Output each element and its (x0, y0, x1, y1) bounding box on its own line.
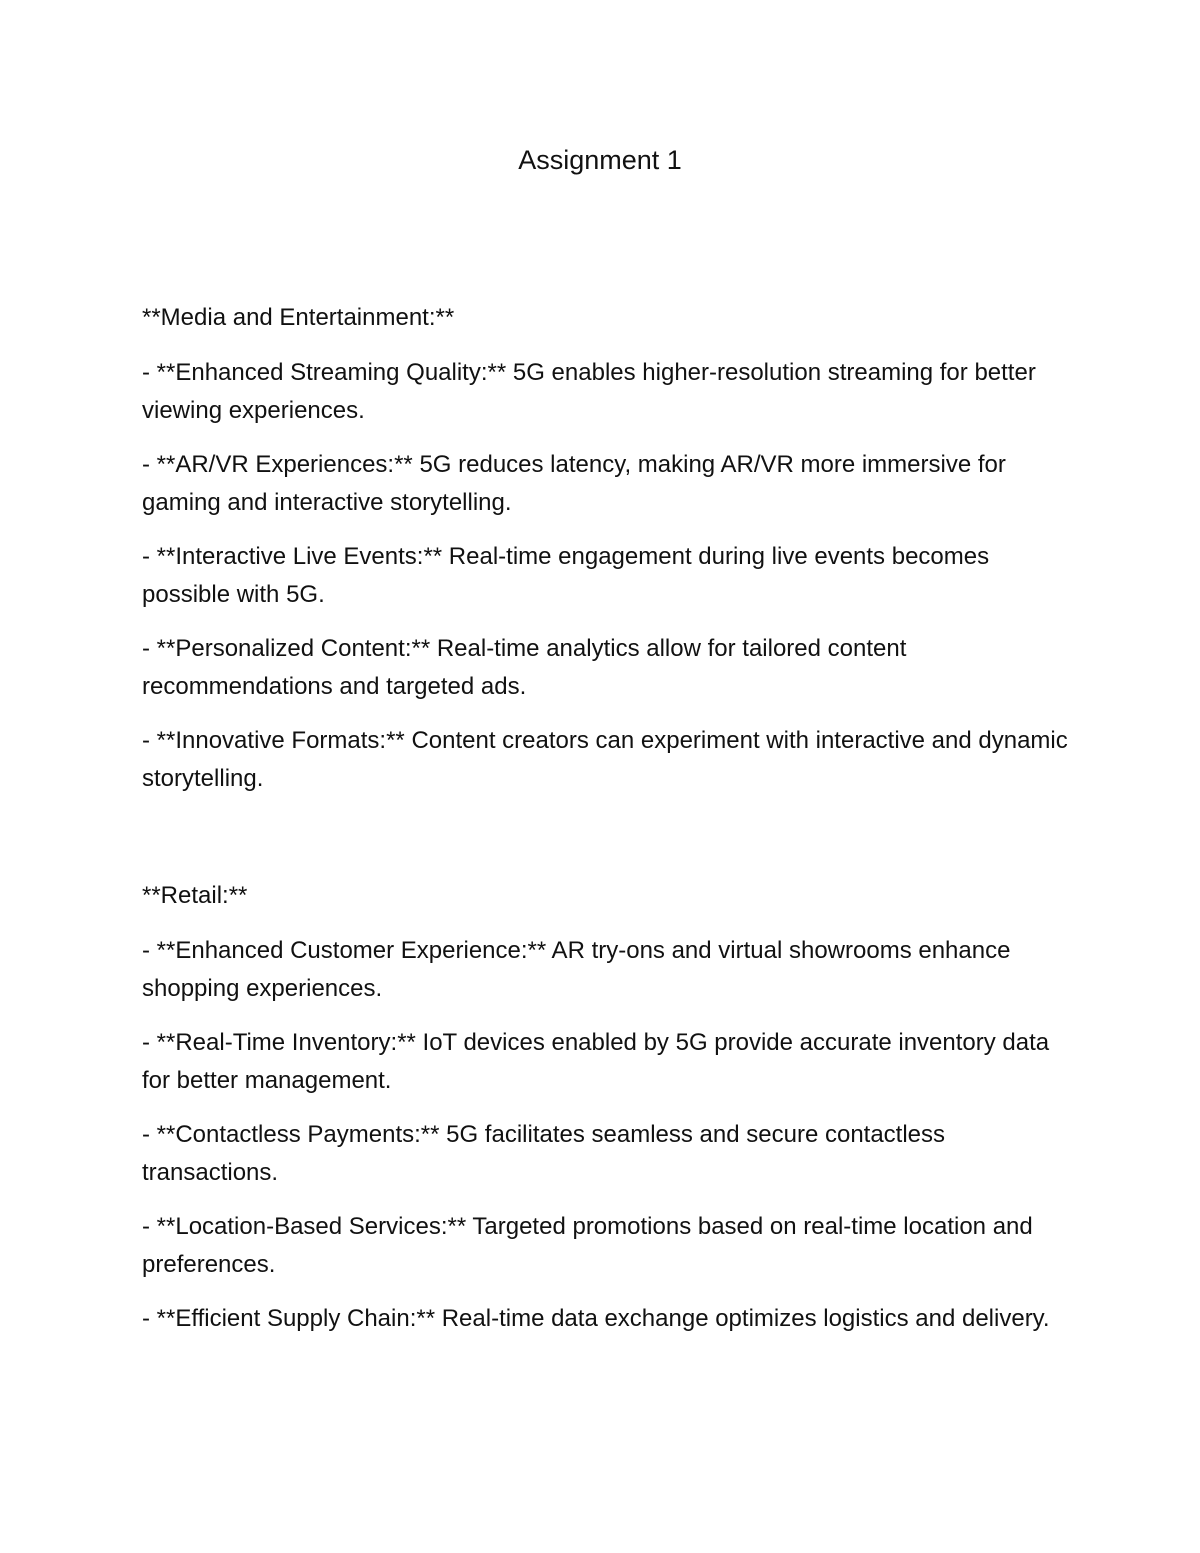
list-item: - **Efficient Supply Chain:** Real-time data exchange optimizes logistics and delivery. (142, 1305, 1050, 1332)
list-item: - **AR/VR Experiences:** 5G reduces latency, making AR/VR more immersive for gaming and interactive storytelling. (142, 451, 1006, 516)
list-item: - **Interactive Live Events:** Real-time engagement during live events becomes possible with 5G. (142, 543, 990, 608)
list-item: - **Contactless Payments:** 5G facilitates seamless and secure contactless transactions. (142, 1121, 946, 1186)
list-item: - **Location-Based Services:** Targeted promotions based on real-time location and preferences. (142, 1213, 1033, 1278)
list-item: - **Enhanced Streaming Quality:** 5G enables higher-resolution streaming for better viewing experiences. (142, 359, 1036, 424)
section-media-and-entertainment (142, 298, 1072, 814)
list-item: - **Personalized Content:** Real-time analytics allow for tailored content recommendations and targeted ads. (142, 635, 907, 700)
list-item: - **Enhanced Customer Experience:** AR try-ons and virtual showrooms enhance shopping experiences. (142, 937, 1011, 1002)
section-heading: **Retail:** (142, 882, 248, 909)
section-heading: **Media and Entertainment:** (142, 304, 455, 331)
page-title: Assignment 1 (518, 145, 682, 175)
list-item: - **Innovative Formats:** Content creators can experiment with interactive and dynamic storytelling. (142, 727, 1068, 792)
section-retail (142, 876, 1072, 1354)
list-item: - **Real-Time Inventory:** IoT devices enabled by 5G provide accurate inventory data for better management. (142, 1029, 1050, 1094)
